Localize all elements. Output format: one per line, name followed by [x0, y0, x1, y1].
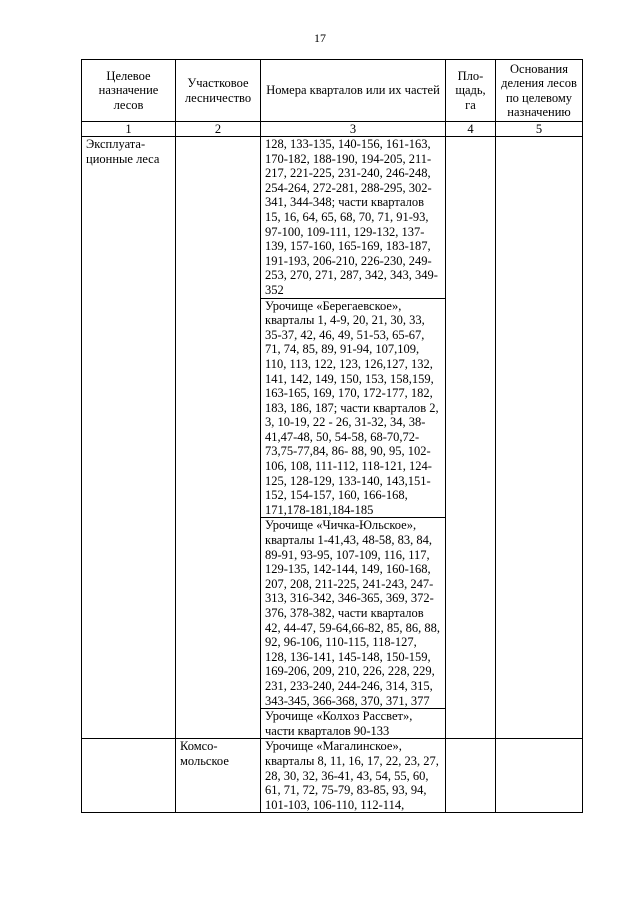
column-number: 3: [261, 122, 446, 137]
area-cell: [446, 137, 496, 739]
quarters-cell: Урочище «Магалинское», кварталы 8, 11, 16, 17, 22, 23, 27, 28, 30, 32, 36-41, 43, 54, 55, 60, 61, 71, 72, 75-79, 83-85, 93, 94, 101-103, 106-110, 112-114,: [261, 739, 446, 813]
quarters-cell: Урочище «Колхоз Рассвет», части кварталов 90-133: [261, 709, 446, 739]
basis-cell: [496, 137, 583, 739]
column-number: 5: [496, 122, 583, 137]
column-number: 2: [176, 122, 261, 137]
column-number: 1: [82, 122, 176, 137]
header-quarters: Номера кварталов или их частей: [261, 60, 446, 122]
table-row: [82, 137, 583, 299]
purpose-cell: [82, 739, 176, 813]
district-cell: Комсо-мольское: [176, 739, 261, 813]
header-basis: Основания деления лесов по целевому назначению: [496, 60, 583, 122]
quarters-cell: 128, 133-135, 140-156, 161-163, 170-182, 188-190, 194-205, 211-217, 221-225, 231-240, 246-248, 254-264, 272-281, 288-295, 302-341, 344-348; части кварталов 15, 16, 64, 65, 68, 70, 71, 91-93, 97-100, 109-111, 129-132, 137-139, 157-160, 165-169, 183-187, 191-193, 206-210, 226-230, 249-253, 270, 271, 287, 342, 343, 349-352: [261, 137, 446, 299]
forest-division-table: [81, 59, 583, 813]
page-number: 17: [314, 31, 326, 45]
column-number-row: [82, 122, 583, 137]
table-header-row: [82, 60, 583, 122]
area-cell: [446, 739, 496, 813]
basis-cell: [496, 739, 583, 813]
header-area: Пло-щадь, га: [446, 60, 496, 122]
header-district: Участковое лесничество: [176, 60, 261, 122]
header-purpose: Целевое назначение лесов: [82, 60, 176, 122]
district-cell: [176, 137, 261, 739]
quarters-cell: Урочище «Чичка-Юльское», кварталы 1-41,43, 48-58, 83, 84, 89-91, 93-95, 107-109, 116, 117, 129-135, 142-144, 149, 160-168, 207, 208, 211-225, 241-243, 247-313, 316-342, 346-365, 369, 372-376, 378-382, части кварталов 42, 44-47, 59-64,66-82, 85, 86, 88, 92, 96-106, 110-115, 118-127, 128, 136-141, 145-148, 150-159, 169-206, 209, 210, 226, 228, 229, 231, 233-240, 244-246, 314, 315, 343-345, 366-368, 370, 371, 377: [261, 518, 446, 709]
purpose-cell: Эксплуата-ционные леса: [82, 137, 176, 739]
quarters-cell: Урочище «Берегаевское», кварталы 1, 4-9, 20, 21, 30, 33, 35-37, 42, 46, 49, 51-53, 65-67, 71, 74, 85, 89, 91-94, 107,109, 110, 113, 122, 123, 126,127, 132, 141, 142, 149, 150, 153, 158,159, 163-165, 169, 170, 172-177, 182, 183, 186, 187; части кварталов 2, 3, 10-19, 22 - 26, 31-32, 34, 38-41,47-48, 50, 54-58, 68-70,72-73,75-77,84, 86- 88, 90, 95, 102-106, 108, 111-112, 118-121, 124-125, 128-129, 133-140, 143,151-152, 154-157, 160, 166-168, 171,178-181,184-185: [261, 298, 446, 518]
table-row: [82, 739, 583, 813]
column-number: 4: [446, 122, 496, 137]
